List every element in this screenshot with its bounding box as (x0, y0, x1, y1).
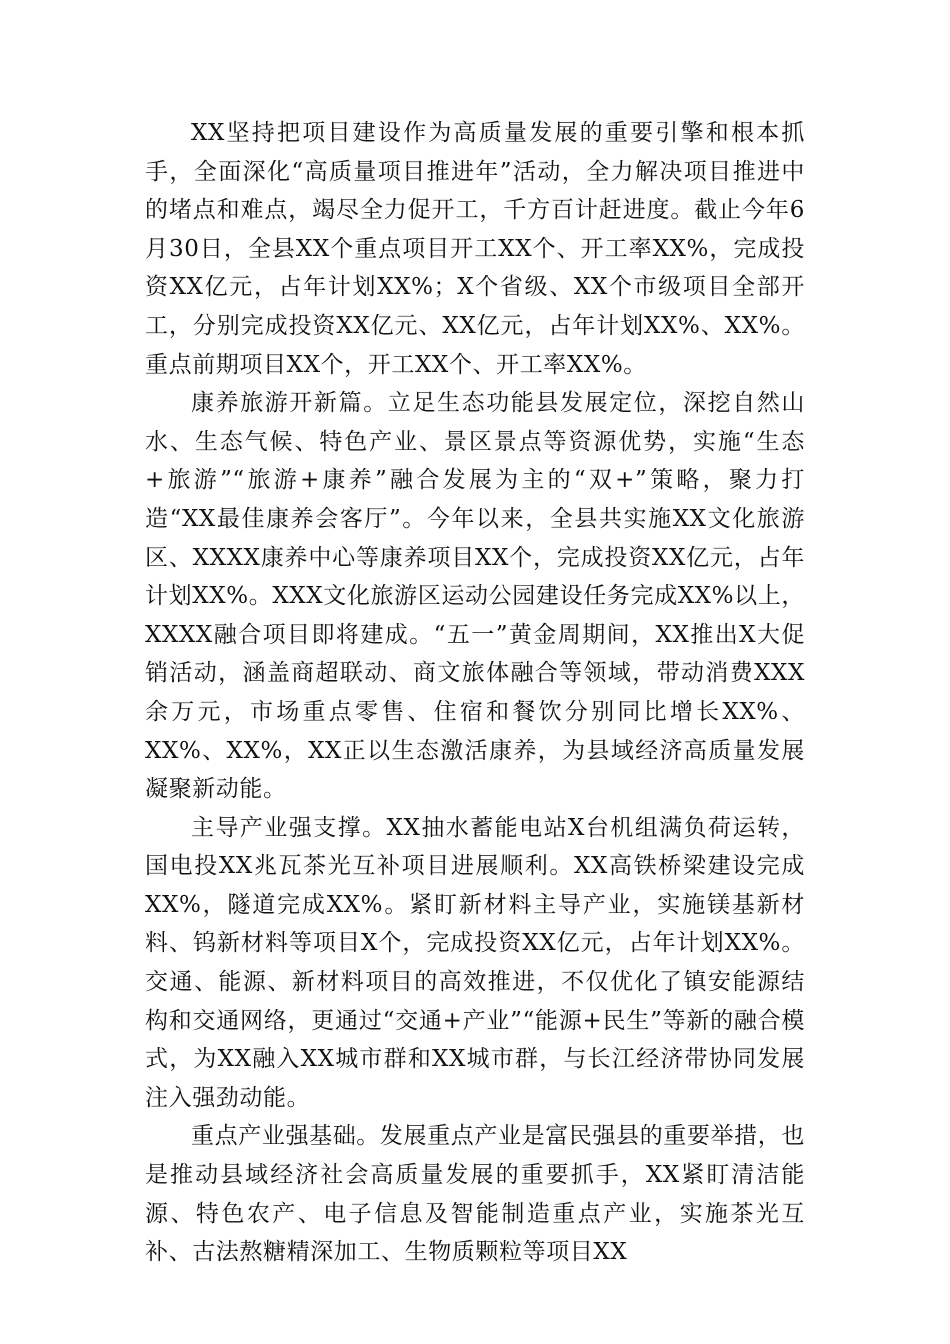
paragraph-leading-industry: 主导产业强支撑。XX抽水蓄能电站X台机组满负荷运转，国电投XX兆瓦茶光互补项目进展顺利。XX高铁桥梁建设完成XX%，隧道完成XX%。紧盯新材料主导产业，实施镁基新材料、钨新材料等项目X个，完成投资XX亿元，占年计划XX%。交通、能源、新材料项目的高效推进，不仅优化了镇安能源结构和交通网络，更通过“交通+产业”“能源+民生”等新的融合模式，为XX融入XX城市群和XX城市群，与长江经济带协同发展注入强劲动能。 (145, 814, 805, 1111)
paragraph-key-industry: 重点产业强基础。发展重点产业是富民强县的重要举措，也是推动县域经济社会高质量发展的重要抓手，XX紧盯清洁能源、特色农产、电子信息及智能制造重点产业，实施茶光互补、古法熬糖精深加工、生物质颗粒等项目XX (145, 1123, 805, 1266)
document-body (145, 114, 805, 1272)
paragraph-project-construction: XX坚持把项目建设作为高质量发展的重要引擎和根本抓手，全面深化“高质量项目推进年”活动，全力解决项目推进中的堵点和难点，竭尽全力促开工，千方百计赶进度。截止今年6月30日，全县XX个重点项目开工XX个、开工率XX%，完成投资XX亿元，占年计划XX%；X个省级、XX个市级项目全部开工，分别完成投资XX亿元、XX亿元，占年计划XX%、XX%。重点前期项目XX个，开工XX个、开工率XX%。 (145, 120, 805, 378)
paragraph-wellness-tourism: 康养旅游开新篇。立足生态功能县发展定位，深挖自然山水、生态气候、特色产业、景区景点等资源优势，实施“生态+旅游”“旅游+康养”融合发展为主的“双+”策略，聚力打造“XX最佳康养会客厅”。今年以来，全县共实施XX文化旅游区、XXXX康养中心等康养项目XX个，完成投资XX亿元，占年计划XX%。XXX文化旅游区运动公园建设任务完成XX%以上，XXXX融合项目即将建成。“五一”黄金周期间，XX推出X大促销活动，涵盖商超联动、商文旅体融合等领域，带动消费XXX余万元，市场重点零售、住宿和餐饮分别同比增长XX%、XX%、XX%，XX正以生态激活康养，为县域经济高质量发展凝聚新动能。 (145, 390, 805, 803)
